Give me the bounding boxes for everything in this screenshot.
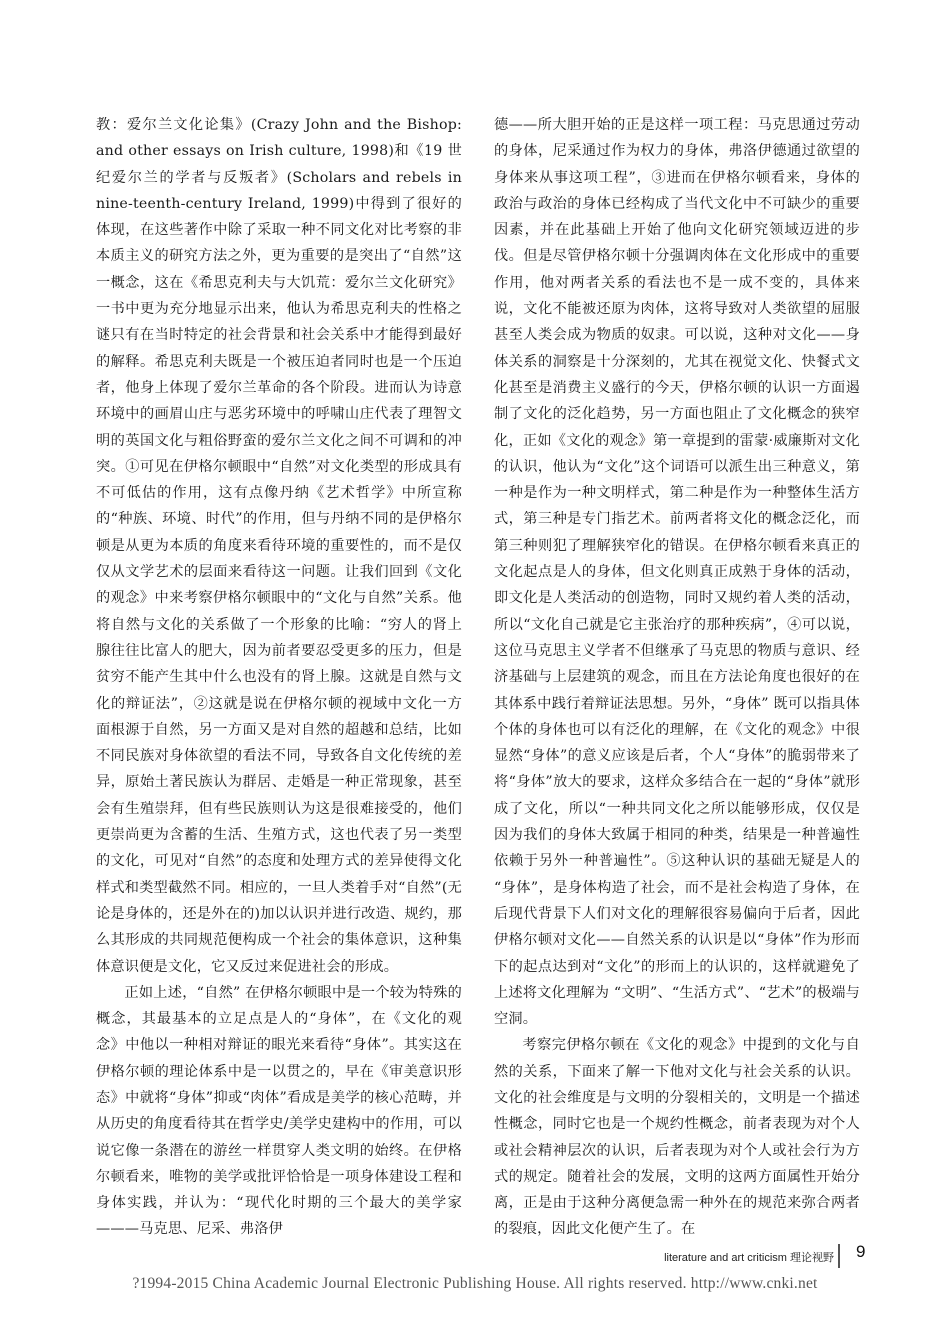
paragraph: 教：爱尔兰文化论集》(Crazy John and the Bishop: and other essays on Irish culture, 1998)和《19 世纪爱尔兰的学者与反叛者》(Scholars and rebels in nine-teenth-century Ireland, 1999)中得到了很好的体现，在这些著作中除了采取一种不同文化对比考察的非本质主义的研究方法之外，更为重要的是突出了“自然”这一概念，这在《希思克利夫与大饥荒：爱尔兰文化研究》一书中更为充分地显示出来，他认为希思克利夫的性格之谜只有在当时特定的社会背景和社会关系中才能得到最好的解释。希思克利夫既是一个被压迫者同时也是一个压迫者，他身上体现了爱尔兰革命的各个阶段。进而认为诗意环境中的画眉山庄与恶劣环境中的呼啸山庄代表了理智文明的英国文化与粗俗野蛮的爱尔兰文化之间不可调和的冲突。①可见在伊格尔顿眼中“自然”对文化类型的形成具有不可低估的作用，这有点像丹纳《艺术哲学》中所宣称的“种族、环境、时代”的作用，但与丹纳不同的是伊格尔顿是从更为本质的角度来看待环境的重要性的，而不是仅仅从文学艺术的层面来看待这一问题。让我们回到《文化的观念》中来考察伊格尔顿眼中的“文化与自然”关系。他将自然与文化的关系做了一个形象的比喻：“穷人的肾上腺往往比富人的肥大，因为前者要忍受更多的压力，但是贫穷不能产生其中什么也没有的肾上腺。这就是自然与文化的辩证法”，②这就是说在伊格尔顿的视域中文化一方面根源于自然，另一方面又是对自然的超越和总结，比如不同民族对身体欲望的看法不同，导致各自文化传统的差异，原始土著民族认为群居、走婚是一种正常现象，甚至会有生殖崇拜，但有些民族则认为这是很难接受的，他们更崇尚更为含蓄的生活、生殖方式，这也代表了另一类型的文化，可见对“自然”的态度和处理方式的差异使得文化样式和类型截然不同。相应的，一旦人类着手对“自然”(无论是身体的，还是外在的)加以认识并进行改造、规约，那么其形成的共同规范便构成一个社会的集体意识，这种集体意识便是文化，它又反过来促进社会的形成。 <box>96 117 462 975</box>
page-footer <box>0 1240 950 1270</box>
left-column <box>96 112 462 1243</box>
right-column <box>494 112 860 1243</box>
paragraph: 德——所大胆开始的正是这样一项工程：马克思通过劳动的身体，尼采通过作为权力的身体，弗洛伊德通过欲望的身体来从事这项工程”，③进而在伊格尔顿看来，身体的政治与政治的身体已经构成了当代文化中不可缺少的重要因素，并在此基础上开始了他向文化研究领域迈进的步伐。但是尽管伊格尔顿十分强调肉体在文化形成中的重要作用，他对两者关系的看法也不是一成不变的，具体来说，文化不能被还原为肉体，这将导致对人类欲望的屈服甚至人类会成为物质的奴隶。可以说，这种对文化——身体关系的洞察是十分深刻的，尤其在视觉文化、快餐式文化甚至是消费主义盛行的今天，伊格尔顿的认识一方面遏制了文化的泛化趋势，另一方面也阻止了文化概念的狭窄化，正如《文化的观念》第一章提到的雷蒙·威廉斯对文化的认识，他认为“文化”这个词语可以派生出三种意义，第一种是作为一种文明样式，第二种是作为一种整体生活方式，第三种是专门指艺术。前两者将文化的概念泛化，而第三种则犯了理解狭窄化的错误。在伊格尔顿看来真正的文化起点是人的身体，但文化则真正成熟于身体的活动，即文化是人类活动的创造物，同时又规约着人类的活动，所以“文化自己就是它主张治疗的那种疾病”，④可以说，这位马克思主义学者不但继承了马克思的物质与意识、经济基础与上层建筑的观念，而且在方法论角度也很好的在其体系中践行着辩证法思想。另外，“身体” 既可以指具体个体的身体也可以有泛化的理解，在《文化的观念》中很显然“身体”的意义应该是后者，个人“身体”的脆弱带来了将“身体”放大的要求，这样众多结合在一起的“身体”就形成了文化，所以“一种共同文化之所以能够形成，仅仅是因为我们的身体大致属于相同的种类，结果是一种普遍性依赖于另外一种普遍性”。⑤这种认识的基础无疑是人的 “身体”，是身体构造了社会，而不是社会构造了身体，在后现代背景下人们对文化的理解很容易偏向于后者，因此伊格尔顿对文化——自然关系的认识是以“身体”作为形而下的起点达到对“文化”的形而上的认识的，这样就避免了上述将文化理解为 “文明”、“生活方式”、“艺术”的极端与空洞。 <box>494 117 860 1028</box>
journal-section-label: literature and art criticism 理论视野 <box>664 1252 834 1264</box>
paragraph: 考察完伊格尔顿在《文化的观念》中提到的文化与自然的关系，下面来了解一下他对文化与社会关系的认识。文化的社会维度是与文明的分裂相关的，文明是一个描述性概念，同时它也是一个规约性概念，前者表现为对个人或社会精神层次的认识，后者表现为对个人或社会行为方式的规定。随着社会的发展，文明的这两方面属性开始分离，正是由于这种分离便急需一种外在的规范来弥合两者的裂痕，因此文化便产生了。在 <box>494 1037 860 1238</box>
paragraph: 正如上述，“自然” 在伊格尔顿眼中是一个较为特殊的概念，其最基本的立足点是人的“身体”，在《文化的观念》中他以一种相对辩证的眼光来看待“身体”。其实这在伊格尔顿的理论体系中是一以贯之的，早在《审美意识形态》中就将“身体”抑或“肉体”看成是美学的核心范畴，并从历史的角度看待其在哲学史/美学史建构中的作用，可以说它像一条潜在的游丝一样贯穿人类文明的始终。在伊格尔顿看来，唯物的美学或批评恰恰是一项身体建设工程和身体实践，并认为：“现代化时期的三个最大的美学家———马克思、尼采、弗洛伊 <box>96 984 462 1238</box>
footer-divider <box>838 1244 840 1268</box>
page-number: 9 <box>856 1242 866 1261</box>
copyright-notice: ?1994-2015 China Academic Journal Electronic Publishing House. All rights reserved. http://www.cnki.net <box>132 1275 818 1292</box>
